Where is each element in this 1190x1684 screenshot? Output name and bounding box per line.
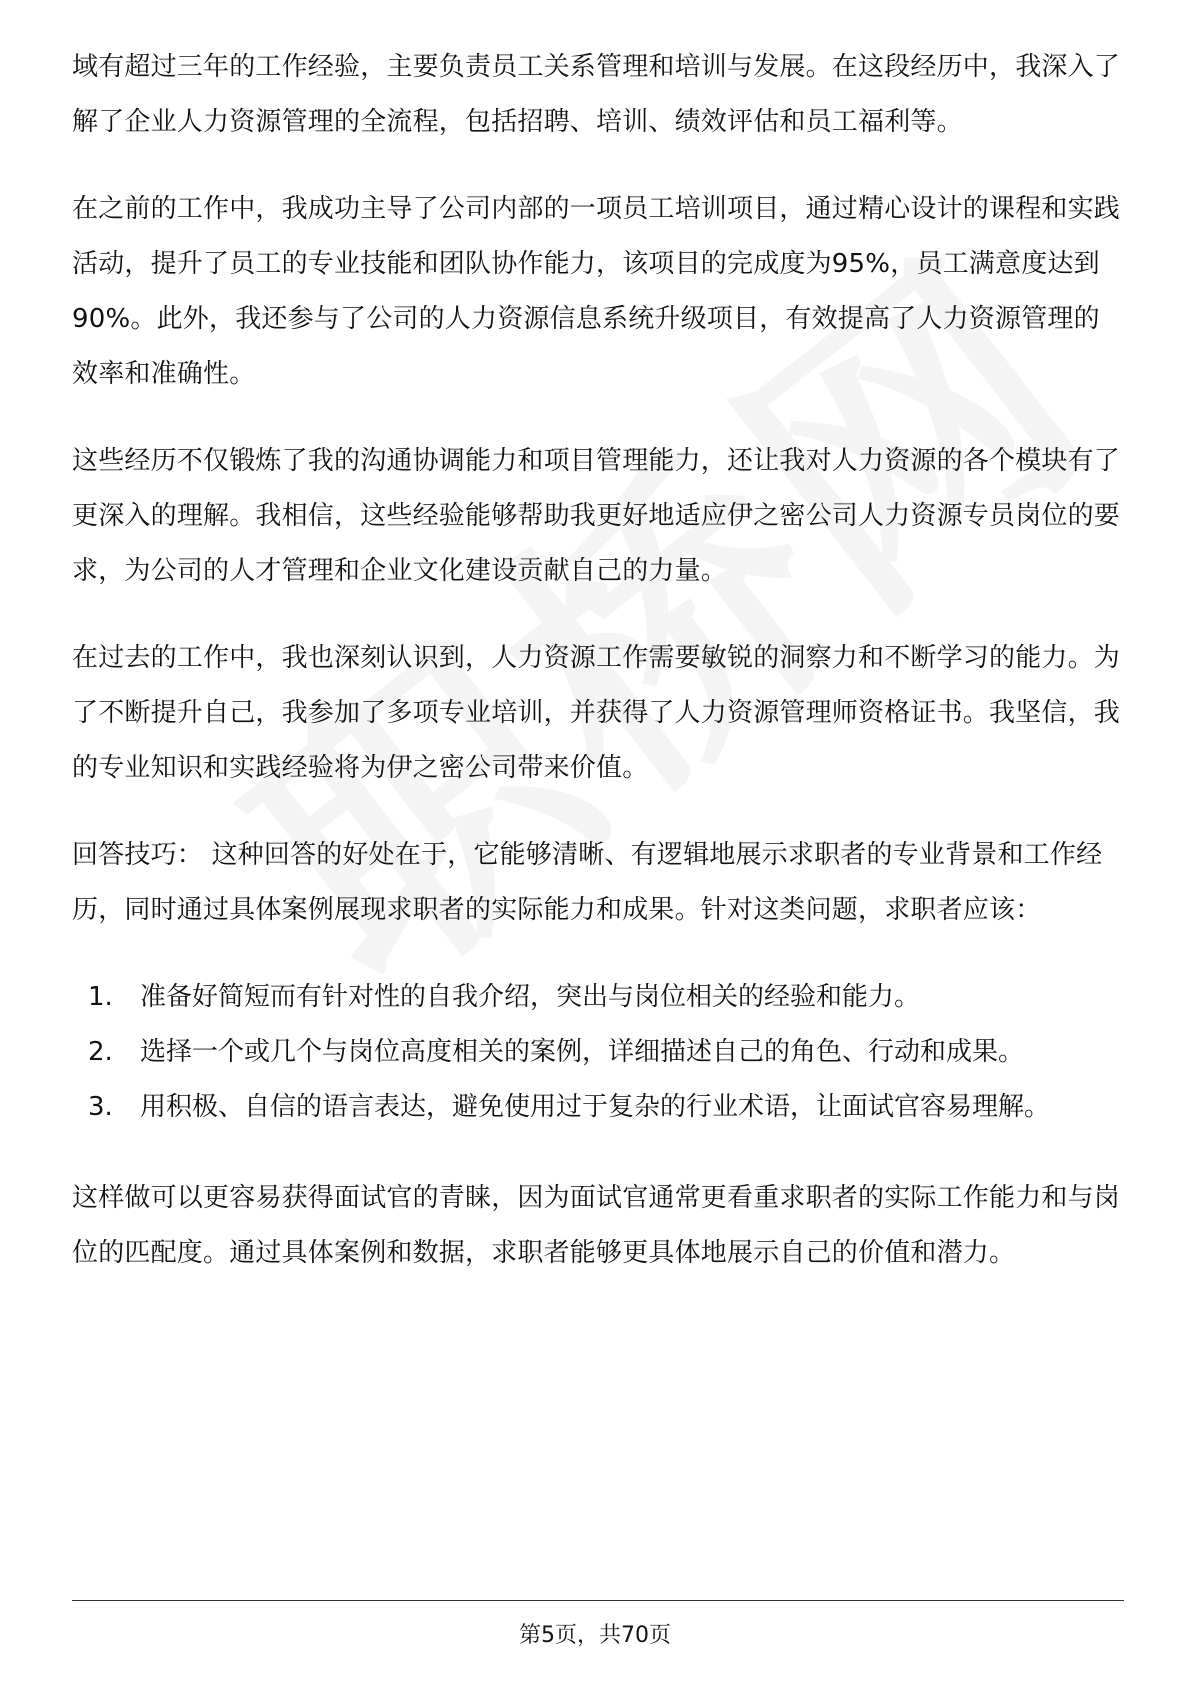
list-item-text: 选择一个或几个与岗位高度相关的案例，详细描述自己的角色、行动和成果。	[140, 1037, 1025, 1067]
paragraph-experience-summary: 域有超过三年的工作经验，主要负责员工关系管理和培训与发展。在这段经历中，我深入了解了企业人力资源管理的全流程，包括招聘、培训、绩效评估和员工福利等。	[72, 52, 1121, 137]
list-item-text: 用积极、自信的语言表达，避免使用过于复杂的行业术语，让面试官容易理解。	[140, 1092, 1051, 1122]
paragraph-closing: 这样做可以更容易获得面试官的青睐，因为面试官通常更看重求职者的实际工作能力和与岗位的匹配度。通过具体案例和数据，求职者能够更具体地展示自己的价值和潜力。	[72, 1183, 1121, 1268]
tips-list	[72, 970, 1122, 1135]
list-item	[72, 970, 1122, 1025]
list-item	[72, 1080, 1122, 1135]
paragraph-skills-gained: 这些经历不仅锻炼了我的沟通协调能力和项目管理能力，还让我对人力资源的各个模块有了更深入的理解。我相信，这些经验能够帮助我更好地适应伊之密公司人力资源专员岗位的要求，为公司的人才管理和企业文化建设贡献自己的力量。	[72, 446, 1121, 586]
page-number: 第5页，共70页	[519, 1623, 671, 1648]
list-item-number: 3.	[88, 1092, 113, 1122]
list-item-number: 1.	[88, 982, 113, 1012]
list-item-number: 2.	[88, 1037, 113, 1067]
document-body	[72, 40, 1122, 1313]
paragraph-continuous-learning: 在过去的工作中，我也深刻认识到，人力资源工作需要敏锐的洞察力和不断学习的能力。为了不断提升自己，我参加了多项专业培训，并获得了人力资源管理师资格证书。我坚信，我的专业知识和实践经验将为伊之密公司带来价值。	[72, 643, 1121, 783]
paragraph-answer-tips: 回答技巧： 这种回答的好处在于，它能够清晰、有逻辑地展示求职者的专业背景和工作经历，同时通过具体案例展现求职者的实际能力和成果。针对这类问题，求职者应该：	[72, 840, 1103, 925]
footer-divider	[72, 1600, 1124, 1601]
paragraph-training-project: 在之前的工作中，我成功主导了公司内部的一项员工培训项目，通过精心设计的课程和实践活动，提升了员工的专业技能和团队协作能力，该项目的完成度为95%，员工满意度达到90%。此外，我还参与了公司的人力资源信息系统升级项目，有效提高了人力资源管理的效率和准确性。	[72, 194, 1121, 389]
list-item	[72, 1025, 1122, 1080]
list-item-text: 准备好简短而有针对性的自我介绍，突出与岗位相关的经验和能力。	[140, 982, 921, 1012]
